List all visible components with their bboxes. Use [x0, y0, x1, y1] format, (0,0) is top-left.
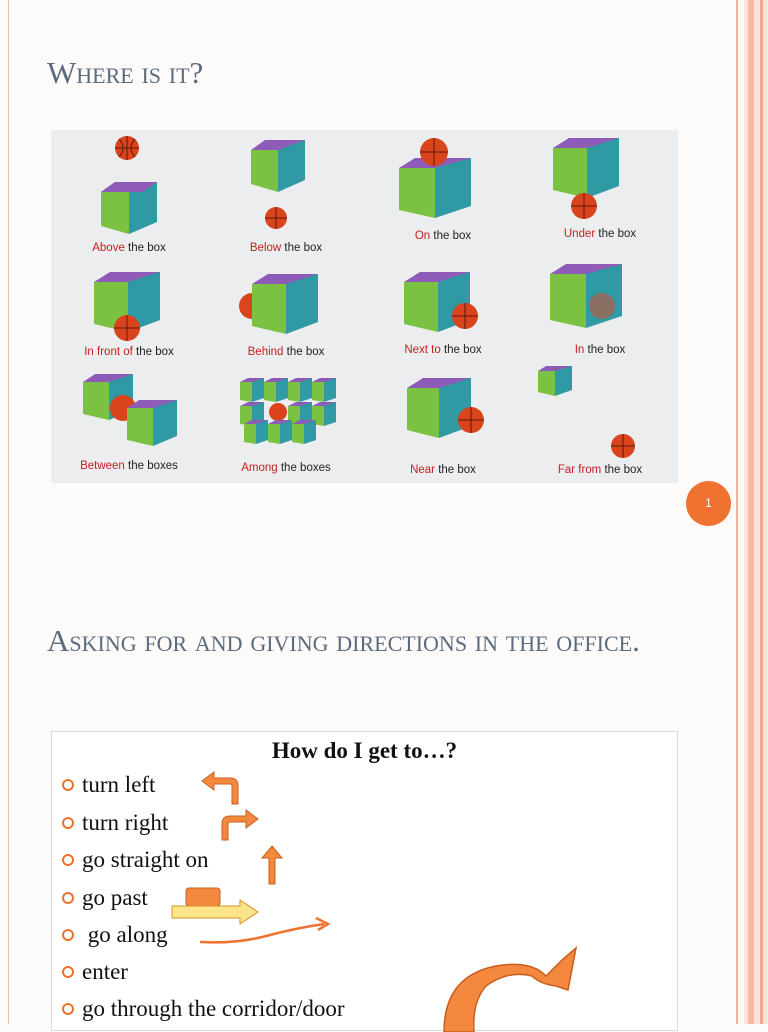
caption-between: Between the boxes	[80, 460, 178, 472]
prepositions-illustration	[51, 130, 678, 483]
cube-group	[240, 378, 336, 444]
prep-near	[365, 366, 521, 483]
turn-right-arrow-icon	[218, 808, 262, 842]
cube	[252, 274, 318, 334]
caption-in-front-of: In front of the box	[84, 346, 174, 358]
prep-far-from	[522, 366, 678, 483]
ball	[458, 407, 484, 433]
caption-next-to: Next to the box	[404, 344, 482, 356]
caption-under: Under the box	[563, 228, 637, 240]
slide-title-where: Where is it?	[47, 55, 204, 90]
ball	[265, 207, 287, 229]
bullet-icon	[62, 779, 74, 791]
list-item: go past	[62, 885, 148, 911]
prep-on	[365, 130, 521, 247]
turn-left-arrow-icon	[200, 770, 244, 808]
u-turn-arrow-icon	[436, 946, 582, 1032]
list-item: go along	[62, 922, 168, 948]
list-item: turn left	[62, 772, 155, 798]
cube	[550, 264, 622, 328]
bullet-icon	[62, 966, 74, 978]
prep-next-to	[365, 248, 521, 365]
ball	[611, 434, 635, 458]
ball	[114, 315, 140, 341]
cube	[101, 182, 157, 234]
caption-near: Near the box	[410, 464, 476, 476]
ball	[452, 303, 478, 329]
prep-behind	[208, 248, 364, 365]
frame-left-border	[8, 0, 9, 1024]
cube	[553, 138, 619, 198]
ball	[589, 293, 615, 319]
prep-under	[522, 130, 678, 247]
straight-arrow-icon	[260, 844, 284, 886]
directions-heading: How do I get to…?	[271, 738, 458, 763]
above-drawing	[51, 130, 207, 247]
cube	[251, 140, 305, 192]
below-drawing	[208, 130, 364, 247]
list-item: enter	[62, 959, 128, 985]
frame-right-line	[736, 0, 738, 1024]
bullet-icon	[62, 854, 74, 866]
page-number-badge: 1	[686, 481, 731, 526]
frame-right-stripe	[748, 0, 754, 1024]
ball	[571, 193, 597, 219]
caption-far-from: Far from the box	[557, 464, 643, 476]
bullet-icon	[62, 929, 74, 941]
list-item: turn right	[62, 810, 168, 836]
frame-right-stripe-2	[760, 0, 763, 1024]
caption-above: Above the box	[92, 242, 166, 254]
cube-right	[127, 400, 177, 446]
bullet-icon	[62, 892, 74, 904]
caption-in: In the box	[574, 344, 626, 356]
prep-below	[208, 130, 364, 254]
directions-box	[51, 731, 678, 1031]
ball	[115, 136, 139, 160]
cube	[407, 378, 471, 438]
caption-on: On the box	[414, 230, 472, 242]
prep-above	[51, 130, 207, 254]
prep-between	[51, 366, 207, 483]
cube	[399, 158, 471, 218]
bullet-icon	[62, 1003, 74, 1015]
list-item: go straight on	[62, 847, 209, 873]
prep-among	[208, 366, 364, 483]
caption-below: Below the box	[249, 242, 323, 254]
prep-in	[522, 248, 678, 365]
bullet-icon	[62, 817, 74, 829]
go-along-arrow-icon	[196, 916, 332, 946]
prep-in-front-of	[51, 248, 207, 365]
cube	[538, 366, 572, 396]
slide-title-directions: Asking for and giving directions in the office.	[47, 623, 640, 658]
caption-among: Among the boxes	[241, 462, 331, 474]
caption-behind: Behind the box	[247, 346, 325, 358]
ball	[420, 138, 448, 166]
list-item: go through the corridor/door	[62, 996, 345, 1022]
